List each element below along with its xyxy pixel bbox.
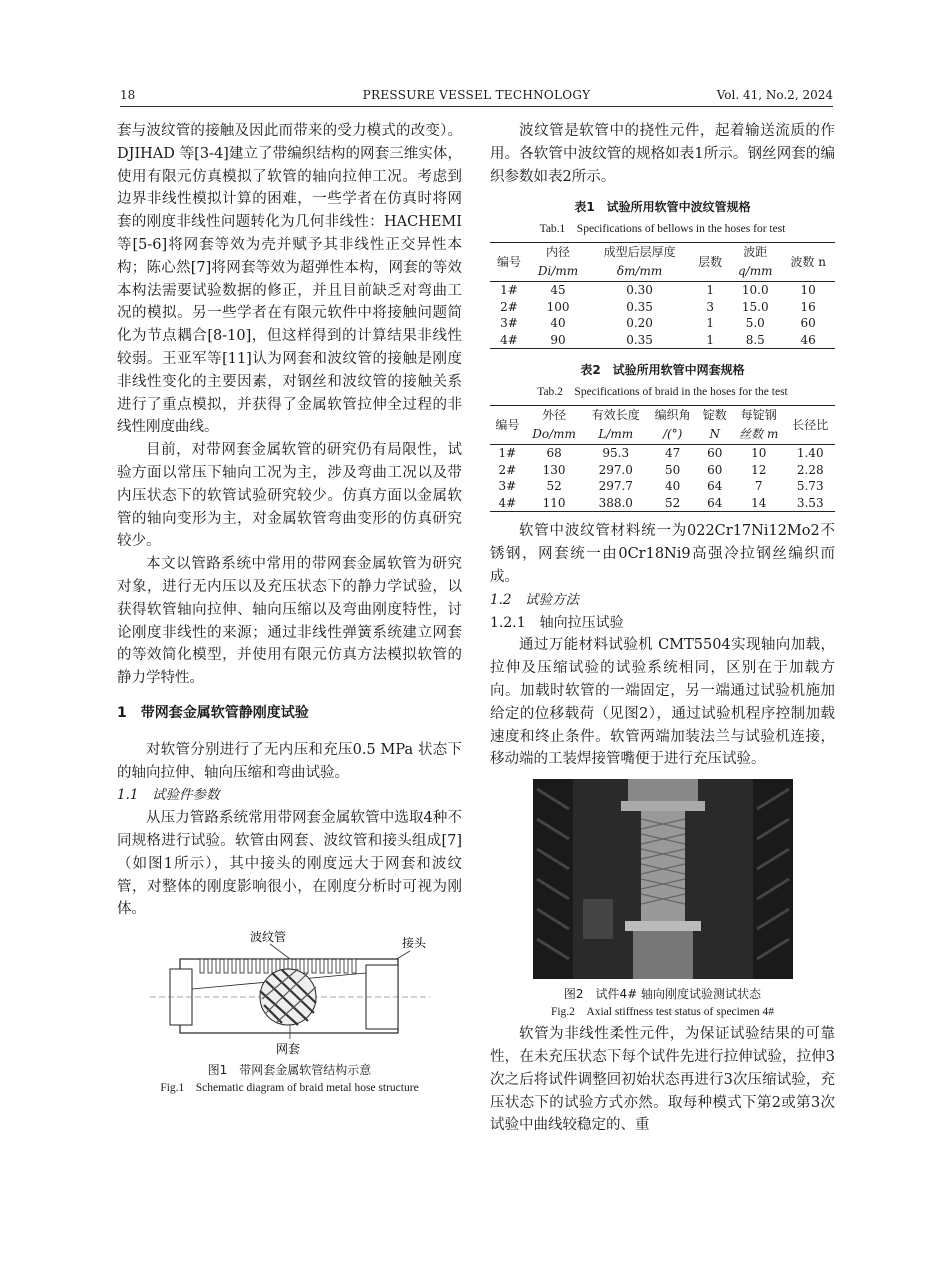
paragraph: 波纹管是软管中的挠性元件，起着输送流质的作用。各软管中波纹管的规格如表1所示。钢丝网套的编织参数如表2所示。	[490, 123, 835, 185]
table-row	[490, 332, 835, 349]
table-cell: 40	[550, 316, 566, 331]
table-cell: 297.7	[598, 479, 633, 494]
test-photo	[533, 779, 793, 979]
table-cell: 110	[525, 495, 584, 512]
figure1-caption-en: Fig.1 Schematic diagram of braid metal hose structure	[160, 1082, 419, 1095]
table-cell: 64	[697, 495, 732, 512]
table-cell: 2#	[498, 462, 517, 477]
table-header: 编织角	[648, 406, 697, 426]
paragraph: 对软管分别进行了无内压和充压0.5 MPa 状态下的轴向拉伸、轴向压缩和弯曲试验。	[117, 741, 462, 781]
table-cell: 64	[707, 479, 723, 494]
table-row	[490, 282, 835, 299]
table-header: 外径	[525, 406, 584, 426]
table-cell: 5.73	[796, 479, 824, 494]
table-cell: 3#	[498, 479, 517, 494]
subsubsection-heading: 1.2.1 轴向拉压试验	[490, 614, 624, 631]
paragraph: 软管中波纹管材料统一为022Cr17Ni12Mo2不锈钢，网套统一由0Cr18Ni9高强冷拉钢丝编织而成。	[490, 523, 835, 585]
table-header: 长径比	[785, 406, 835, 445]
paragraph: 通过万能材料试验机 CMT5504实现轴向加载，拉伸及压缩试验的试验系统相同，区别在于加载方向。加载时软管的一端固定，另一端通过试验机施加给定的位移载荷（见图2），通过试验机程序控制加载速度和终止条件。软管两端加装法兰与试验机连接，移动端的工装焊接管嘴便于进行充压试验。	[490, 637, 835, 768]
table-cell: 3	[706, 299, 714, 314]
table-cell: 2#	[500, 299, 518, 314]
table-cell: 15.0	[741, 299, 769, 314]
label-bellows: 波纹管	[249, 930, 286, 945]
table-header: 编号	[490, 243, 528, 282]
table-cell: 0.35	[588, 332, 691, 349]
table-cell: 5.0	[745, 316, 765, 331]
table-row	[490, 478, 835, 495]
table-row	[490, 495, 835, 512]
table-unit: /(°)	[648, 425, 697, 445]
table2-caption-en: Tab.2 Specifications of braid in the hoses for the test	[537, 386, 788, 399]
table-unit: N	[697, 425, 732, 445]
table-header: 层数	[691, 243, 729, 282]
table-cell: 1#	[498, 446, 517, 461]
table-cell: 46	[781, 332, 835, 349]
table-header: 波数 n	[781, 243, 835, 282]
table-unit: δm/mm	[588, 262, 691, 282]
table-cell: 100	[546, 299, 570, 314]
table-row	[490, 299, 835, 316]
table1-caption-en: Tab.1 Specifications of bellows in the hoses for test	[539, 223, 786, 236]
table-header: 每锭钢	[732, 406, 785, 426]
paragraph: 从压力管路系统常用带网套金属软管中选取4种不同规格进行试验。软管由网套、波纹管和接头组成[7]（如图1所示），其中接头的刚度远大于网套和波纹管，对整体的刚度影响很小，在刚度分析时可视为刚体。	[117, 810, 462, 918]
page-number: 18	[120, 88, 136, 102]
hose-structure-figure	[140, 929, 440, 1057]
table-cell: 3#	[500, 316, 518, 331]
volume-info: Vol. 41, No.2, 2024	[716, 88, 833, 102]
label-braid: 网套	[275, 1042, 300, 1057]
figure2-caption-en: Fig.2 Axial stiffness test status of specimen 4#	[550, 1006, 775, 1019]
table-cell: 2.28	[796, 462, 824, 477]
running-header	[120, 84, 833, 107]
table-cell: 14	[732, 495, 785, 512]
table-unit: q/mm	[729, 262, 781, 282]
table-cell: 10	[800, 283, 816, 298]
table-cell: 0.30	[626, 283, 653, 298]
table-header: 波距	[729, 243, 781, 263]
table-cell: 1	[706, 316, 714, 331]
paragraph: 本文以管路系统中常用的带网套金属软管为研究对象，进行无内压以及充压状态下的静力学试验，以获得软管轴向拉伸、轴向压缩以及弯曲刚度特性，讨论刚度非线性的来源；通过非线性弹簧系统建立网套的等效简化模型，并使用有限元仿真方法模拟软管的静力学特性。	[117, 556, 462, 687]
table-cell: 1.40	[796, 446, 824, 461]
table-cell: 40	[665, 479, 681, 494]
subsection-heading: 1.2 试验方法	[490, 591, 579, 608]
table-cell: 1	[706, 283, 714, 298]
table-cell: 12	[751, 462, 767, 477]
table-row	[490, 315, 835, 332]
table-cell: 90	[528, 332, 588, 349]
table-header: 内径	[528, 243, 588, 263]
table2-caption-cn: 表2 试验所用软管中网套规格	[580, 363, 745, 378]
figure1-caption-cn: 图1 带网套金属软管结构示意	[207, 1063, 372, 1078]
section-heading: 1 带网套金属软管静刚度试验	[117, 704, 309, 721]
table-cell: 68	[546, 446, 562, 461]
table-header: 锭数	[697, 406, 732, 426]
table-cell: 52	[648, 495, 697, 512]
journal-name: PRESSURE VESSEL TECHNOLOGY	[362, 88, 591, 102]
table-unit: Di/mm	[528, 262, 588, 282]
table-cell: 52	[546, 479, 562, 494]
table-header: 有效长度	[584, 406, 648, 426]
left-column	[117, 120, 462, 1097]
table-cell: 8.5	[729, 332, 781, 349]
table-cell: 60	[707, 462, 723, 477]
table-row	[490, 462, 835, 479]
paragraph: 软管为非线性柔性元件，为保证试验结果的可靠性，在未充压状态下每个试件先进行拉伸试验，拉伸3次之后将试件调整回初始状态再进行3次压缩试验，充压状态下的试验方式亦然。取每种模式下第2或第3次试验中曲线较稳定的、重	[490, 1026, 835, 1134]
table-cell: 10	[751, 446, 767, 461]
table-cell: 50	[665, 462, 681, 477]
table-cell: 297.0	[598, 462, 633, 477]
table-cell: 0.20	[626, 316, 653, 331]
table-cell: 47	[665, 446, 681, 461]
table-cell: 4#	[490, 495, 525, 512]
braid-hatch	[260, 969, 316, 1025]
table-cell: 10.0	[741, 283, 769, 298]
table-cell: 45	[550, 283, 566, 298]
paragraph: 目前，对带网套金属软管的研究仍有局限性，试验方面以常压下轴向工况为主，涉及弯曲工况以及带内压状态下的软管试验研究较少。仿真方面以金属软管的轴向变形为主，对金属软管弯曲变形的仿真研究较少。	[117, 442, 462, 550]
table-unit: 丝数 m	[732, 425, 785, 445]
subsection-heading: 1.1 试验件参数	[117, 787, 220, 804]
table-row	[490, 445, 835, 462]
table-cell: 3.53	[785, 495, 835, 512]
table-cell: 60	[707, 446, 723, 461]
table-cell: 60	[800, 316, 816, 331]
table-cell: 1	[691, 332, 729, 349]
table-cell: 95.3	[602, 446, 630, 461]
table-unit: Do/mm	[525, 425, 584, 445]
paragraph: 套与波纹管的接触及因此而带来的受力模式的改变）。DJIHAD 等[3-4]建立了带编织结构的网套三维实体，使用有限元仿真模拟了软管的轴向拉伸工况。考虑到边界非线性模拟计算的困难，一些学者在仿真时将网套的刚度非线性问题转化为几何非线性：HACHEMI 等[5-6]将网套等效为壳并赋予其非线性正交异性本构；陈心然[7]将网套等效为超弹性本构，网套的等效本构法需要试验数据的修正，并且目前缺乏对弯曲工况的模拟。另一些学者在有限元软件中将接触问题简化为节点耦合[8-10]，但这样得到的计算结果非线性较弱。王亚军等[11]认为网套和波纹管的接触是刚度非线性变化的主要因素，对钢丝和波纹管的接触关系进行了重点模拟，并获得了金属软管拉伸全过程的非线性刚度曲线。	[117, 123, 462, 436]
table-cell: 130	[542, 462, 566, 477]
table-cell: 0.35	[626, 299, 653, 314]
table-cell: 388.0	[584, 495, 648, 512]
table-header: 成型后层厚度	[588, 243, 691, 263]
table-cell: 16	[800, 299, 816, 314]
label-joint: 接头	[401, 936, 426, 951]
table-bellows-specs	[490, 242, 835, 349]
right-column	[490, 120, 835, 1137]
figure2-caption-cn: 图2 试件4# 轴向刚度试验测试状态	[563, 987, 762, 1002]
table-cell: 7	[754, 479, 763, 494]
table-cell: 1#	[500, 283, 518, 298]
table-header: 编号	[490, 406, 525, 445]
table-unit: L/mm	[584, 425, 648, 445]
table-cell: 4#	[490, 332, 528, 349]
table-braid-specs	[490, 405, 835, 512]
table1-caption-cn: 表1 试验所用软管中波纹管规格	[574, 200, 751, 215]
